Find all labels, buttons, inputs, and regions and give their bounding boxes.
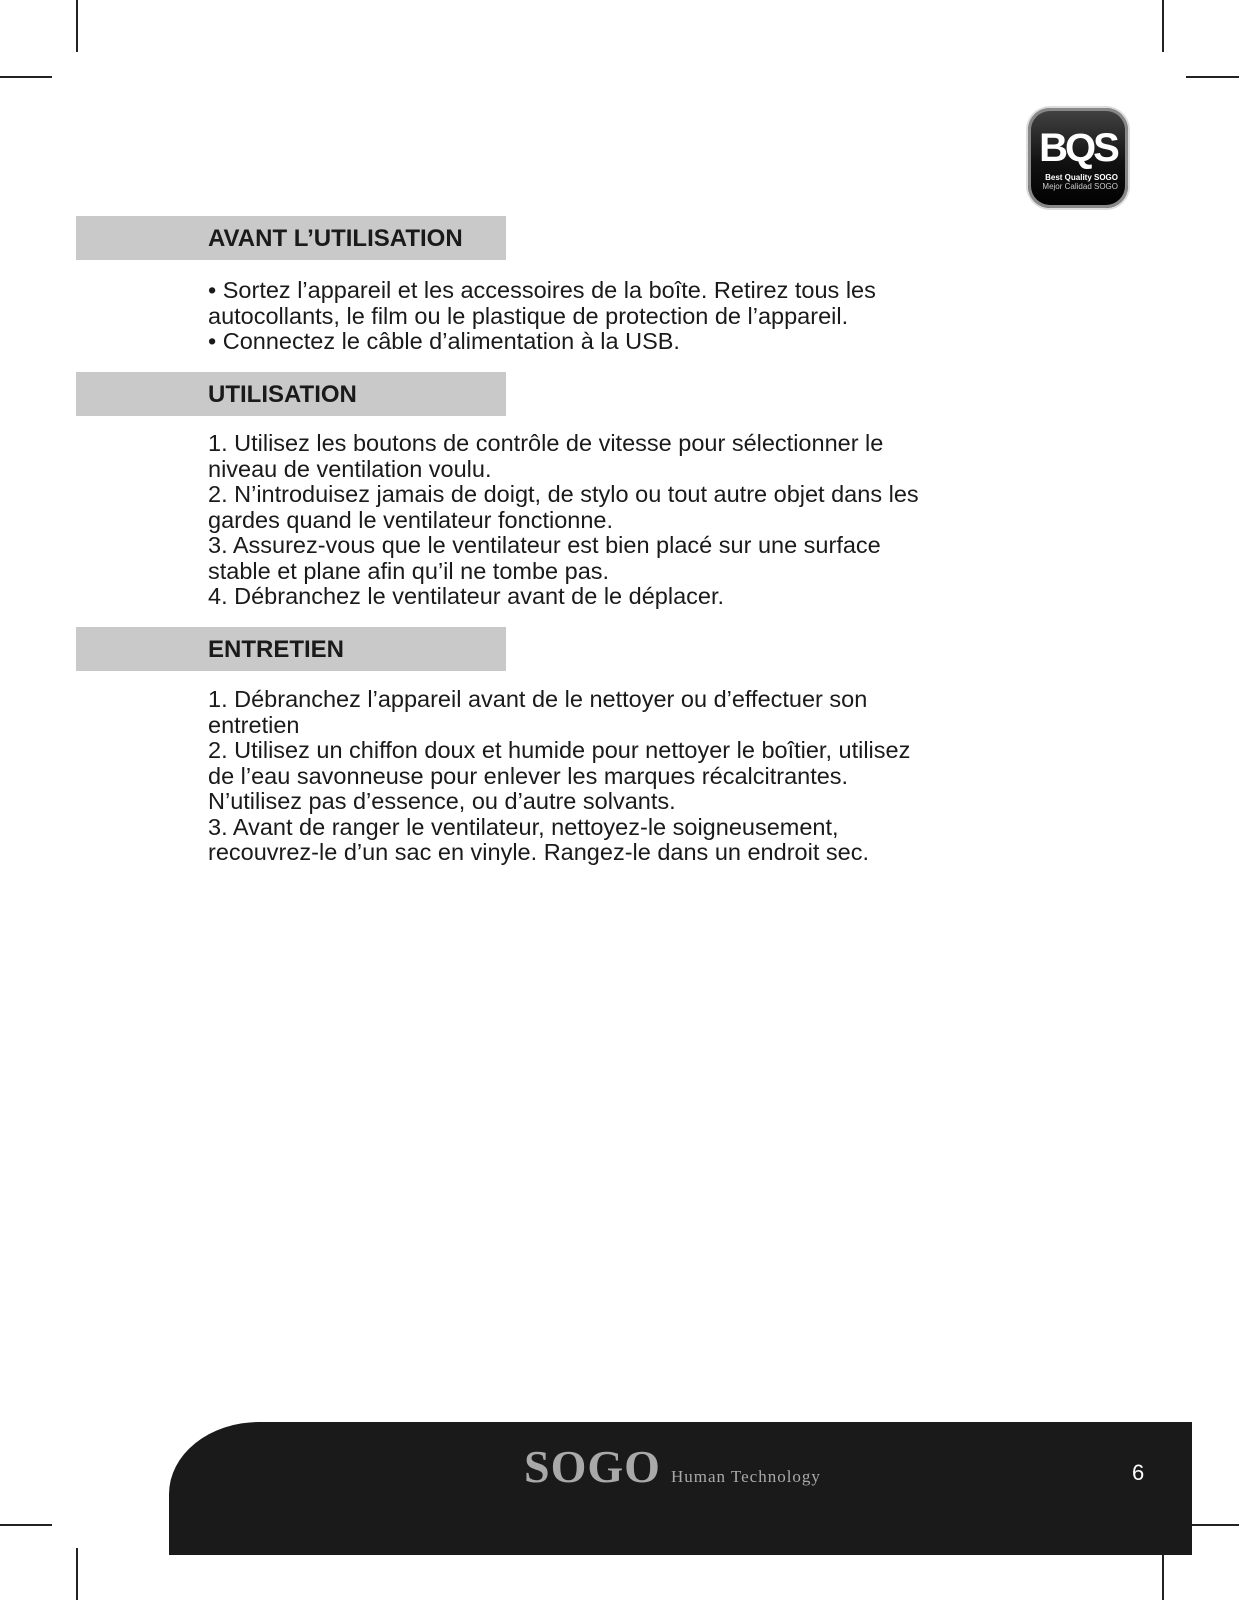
- body-line: niveau de ventilation voulu.: [208, 455, 492, 482]
- section-heading-avant: AVANT L’UTILISATION: [76, 216, 506, 260]
- crop-mark-top-left-vertical: [76, 0, 78, 52]
- body-line: de l’eau savonneuse pour enlever les marques récalcitrantes.: [208, 762, 849, 789]
- body-line: 2. N’introduisez jamais de doigt, de stylo ou tout autre objet dans les: [208, 481, 919, 507]
- section-body-utilisation: [208, 431, 1008, 610]
- crop-mark-top-left-horizontal: [0, 76, 52, 78]
- body-line: N’utilisez pas d’essence, ou d’autre solvants.: [208, 788, 676, 814]
- body-line: entretien: [208, 711, 300, 738]
- section-heading-entretien: ENTRETIEN: [76, 627, 506, 671]
- body-line: • Connectez le câble d’alimentation à la USB.: [208, 328, 680, 354]
- body-line: stable et plane afin qu’il ne tombe pas.: [208, 557, 610, 584]
- body-line: gardes quand le ventilateur fonctionne.: [208, 506, 614, 533]
- crop-mark-bottom-right-vertical: [1162, 1548, 1164, 1600]
- body-line: 4. Débranchez le ventilateur avant de le déplacer.: [208, 583, 725, 609]
- body-line: 3. Avant de ranger le ventilateur, nettoyez-le soigneusement,: [208, 813, 839, 840]
- crop-mark-top-right-vertical: [1162, 0, 1164, 52]
- crop-mark-bottom-left-horizontal: [0, 1524, 52, 1526]
- bqs-badge-logo: [1028, 108, 1128, 208]
- body-line: 1. Débranchez l’appareil avant de le nettoyer ou d’effectuer son: [208, 686, 868, 712]
- section-body-entretien: [208, 687, 1008, 866]
- page-number: 6: [1132, 1460, 1145, 1485]
- badge-subtitle-es: Mejor Calidad SOGO: [1042, 182, 1118, 191]
- body-line: 1. Utilisez les boutons de contrôle de vitesse pour sélectionner le: [208, 430, 884, 456]
- section-heading-utilisation: UTILISATION: [76, 372, 506, 416]
- brand-name: SOGO: [524, 1441, 661, 1492]
- body-line: • Sortez l’appareil et les accessoires de la boîte. Retirez tous les: [208, 277, 876, 303]
- section-body-avant: [208, 278, 1008, 355]
- body-line: autocollants, le film ou le plastique de protection de l’appareil.: [208, 302, 849, 329]
- body-line: 3. Assurez-vous que le ventilateur est bien placé sur une surface: [208, 532, 881, 558]
- brand-tagline: Human Technology: [670, 1467, 821, 1486]
- footer-brand-logo: [524, 1440, 821, 1490]
- crop-mark-bottom-right-horizontal: [1186, 1524, 1239, 1526]
- badge-title: BQS: [1039, 126, 1117, 170]
- crop-mark-bottom-left-vertical: [76, 1548, 78, 1600]
- crop-mark-top-right-horizontal: [1186, 76, 1239, 78]
- badge-subtitle: Best Quality SOGO: [1045, 173, 1118, 182]
- body-line: 2. Utilisez un chiffon doux et humide pour nettoyer le boîtier, utilisez: [208, 737, 911, 763]
- body-line: recouvrez-le d’un sac en vinyle. Rangez-le dans un endroit sec.: [208, 839, 869, 865]
